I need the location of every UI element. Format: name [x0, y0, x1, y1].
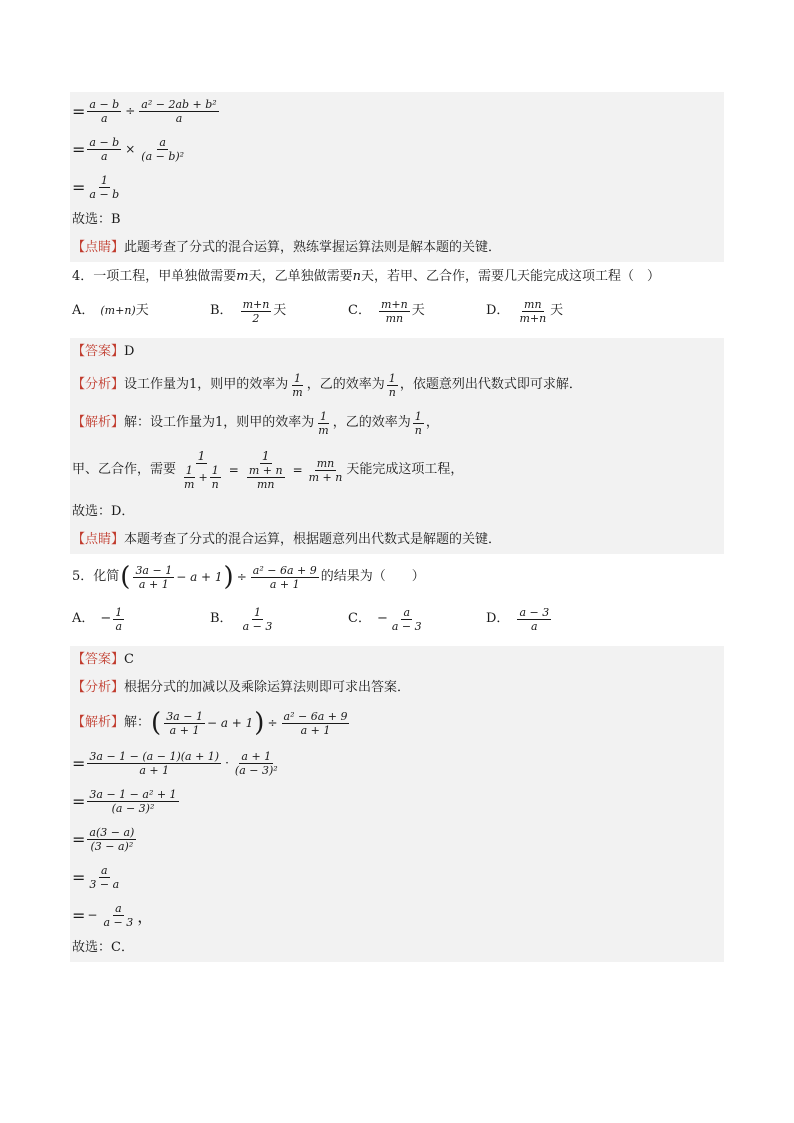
text: D	[124, 344, 135, 359]
text: −	[100, 611, 112, 626]
q5-step-5	[70, 896, 724, 934]
text: 1	[261, 449, 270, 463]
fraction	[87, 864, 121, 891]
text: a	[159, 135, 166, 149]
q5-option-a[interactable]	[72, 606, 210, 633]
text: 解：设工作量为1，则甲的效率为	[124, 415, 315, 430]
text: a + 1	[139, 763, 170, 777]
text: (a − 3)²	[111, 801, 155, 815]
text: 天	[411, 303, 425, 318]
q5-step-4	[70, 858, 724, 896]
q4-option-d[interactable]	[486, 298, 624, 325]
text: C．	[348, 611, 371, 626]
q4-analysis	[70, 366, 724, 404]
text: m	[292, 385, 303, 399]
fraction	[87, 788, 178, 815]
fraction	[139, 98, 218, 125]
q5-option-b[interactable]	[210, 606, 348, 633]
text: A．	[72, 611, 95, 626]
fraction	[413, 410, 424, 437]
text: =	[72, 905, 86, 925]
q3-step-3	[70, 168, 724, 206]
text: (3 − a)²	[90, 839, 134, 853]
q5-stem	[70, 554, 724, 600]
text: a + 1	[138, 577, 169, 591]
q5-solution-1	[70, 702, 724, 744]
text: 【点睛】	[72, 240, 125, 255]
q5-solution-block	[70, 646, 724, 962]
text: a + 1	[300, 723, 331, 737]
text: 3 − a	[89, 877, 120, 891]
text: 1	[253, 605, 261, 619]
q4-option-b[interactable]	[210, 298, 348, 325]
text: 【解析】	[72, 715, 125, 730]
parenthesis: (	[120, 562, 131, 592]
fraction	[387, 372, 398, 399]
text: a	[101, 863, 108, 877]
text: 天	[135, 303, 149, 318]
parenthesis: )	[254, 708, 265, 738]
q4-option-a[interactable]	[72, 302, 210, 320]
text: 1	[115, 605, 123, 619]
parenthesis: (	[151, 708, 162, 738]
text: (a − b)²	[141, 149, 185, 163]
q5-analysis	[70, 674, 724, 702]
text: 1	[211, 464, 219, 477]
q5-step-3	[70, 820, 724, 858]
text: 3a − 1 − a² + 1	[89, 787, 177, 801]
fraction	[316, 410, 330, 437]
text: a − b	[89, 187, 120, 201]
text: 4．一项工程，甲单独做需要	[72, 269, 237, 284]
text: a² − 2ab + b²	[141, 97, 217, 111]
q5-answer	[70, 646, 724, 674]
fraction	[87, 826, 136, 853]
text: mn	[385, 311, 404, 325]
text: 此题考查了分式的混合运算，熟练掌握运算法则是解本题的关键．	[124, 240, 502, 255]
document-page	[70, 92, 724, 962]
q4-option-c[interactable]	[348, 298, 486, 325]
text: 【解析】	[72, 415, 125, 430]
text: 1	[388, 371, 396, 385]
equals-sign: =	[72, 101, 86, 121]
text: 故选：B	[72, 212, 121, 227]
complex-fraction	[243, 449, 289, 491]
text: mn	[524, 297, 542, 311]
fraction	[164, 710, 205, 737]
fraction	[87, 98, 121, 125]
text: D．	[486, 303, 510, 318]
text: a − 3	[519, 605, 550, 619]
fraction	[517, 606, 551, 633]
text: m+n	[519, 311, 547, 325]
q5-options	[70, 600, 724, 638]
text: 故选：C．	[72, 940, 134, 955]
text: m	[184, 478, 195, 491]
q4-solution-block	[70, 338, 724, 554]
fraction	[517, 298, 548, 325]
text: a² − 6a + 9	[283, 709, 348, 723]
text: ÷	[267, 716, 278, 730]
fraction	[182, 464, 196, 491]
text: 的结果为（ ）	[320, 569, 425, 584]
text: m + n	[308, 470, 343, 484]
q3-choice	[70, 206, 724, 234]
text: 1	[185, 464, 193, 477]
text: a − b	[89, 135, 120, 149]
text: 2	[252, 311, 260, 325]
q4-solution-1	[70, 404, 724, 442]
divide-sign: ÷	[125, 104, 136, 118]
text: 3a − 1	[135, 563, 173, 577]
q5-choice	[70, 934, 724, 962]
text: 【分析】	[72, 377, 125, 392]
fraction	[247, 464, 285, 491]
text: − a + 1	[206, 716, 254, 730]
parenthesis: )	[223, 562, 234, 592]
text: a	[531, 619, 538, 633]
fraction	[113, 606, 124, 633]
text: m	[318, 423, 329, 437]
fraction	[390, 606, 424, 633]
text: a	[101, 149, 108, 163]
text: =	[72, 791, 86, 811]
q4-dianjing	[70, 526, 724, 554]
text: 【分析】	[72, 680, 125, 695]
text: B．	[210, 611, 233, 626]
text: (m+n)	[100, 304, 136, 317]
text: 天能完成这项工程，	[346, 462, 464, 477]
fraction	[290, 372, 304, 399]
text: 1	[294, 371, 302, 385]
times-sign: ×	[125, 142, 136, 156]
text: n	[352, 269, 361, 284]
fraction	[210, 464, 221, 491]
text: 1	[197, 449, 206, 463]
text: ，乙的效率为	[332, 415, 411, 430]
q3-dianjing	[70, 234, 724, 262]
text: 3a − 1 − (a − 1)(a + 1)	[89, 749, 220, 763]
text: 设工作量为1，则甲的效率为	[124, 377, 289, 392]
q3-solution-block	[70, 92, 724, 262]
text: 1	[414, 409, 422, 423]
text: 5．化简	[72, 569, 120, 584]
text: 本题考查了分式的混合运算，根据题意列出代数式是解题的关键．	[124, 532, 502, 547]
text: −	[376, 611, 388, 626]
text: m	[236, 269, 249, 284]
text: a − 3	[391, 619, 422, 633]
fraction	[251, 564, 319, 591]
text: =	[72, 867, 86, 887]
text: 天，若甲、乙合作，需要几天能完成这项工程（ ）	[361, 269, 661, 284]
q4-solution-2	[70, 442, 724, 498]
q4-choice	[70, 498, 724, 526]
text: =	[72, 753, 86, 773]
text: 甲、乙合作，需要	[72, 462, 177, 477]
text: a(3 − a)	[89, 825, 135, 839]
text: A．	[72, 303, 95, 318]
fraction	[87, 136, 121, 163]
q5-option-d[interactable]	[486, 606, 624, 633]
text: ，	[137, 906, 154, 926]
text: a	[115, 901, 122, 915]
text: a + 1	[169, 723, 200, 737]
text: a	[101, 111, 108, 125]
text: =	[72, 829, 86, 849]
fraction	[87, 750, 221, 777]
text: (a − 3)²	[234, 763, 278, 777]
fraction	[241, 298, 272, 325]
text: mn	[316, 456, 335, 470]
fraction	[87, 174, 121, 201]
fraction	[307, 457, 345, 484]
q5-step-1	[70, 744, 724, 782]
equals-sign: =	[72, 139, 86, 159]
text: =	[228, 463, 239, 477]
text: 天，乙单独做需要	[248, 269, 353, 284]
text: a + 1	[269, 577, 300, 591]
q5-option-c[interactable]	[348, 606, 486, 633]
text: −	[87, 908, 98, 922]
spacer	[70, 638, 724, 646]
text: m + n	[248, 464, 283, 477]
fraction	[233, 750, 280, 777]
text: ÷	[236, 570, 247, 584]
text: 天	[550, 303, 564, 318]
q5-step-2	[70, 782, 724, 820]
text: mn	[256, 478, 275, 491]
text: − a + 1	[176, 570, 223, 584]
q3-step-2	[70, 130, 724, 168]
fraction	[101, 902, 135, 929]
text: 【答案】	[72, 344, 125, 359]
text: ，	[425, 415, 439, 430]
q3-step-1	[70, 92, 724, 130]
text: a	[175, 111, 183, 125]
text: n	[388, 385, 396, 399]
text: 3a − 1	[166, 709, 203, 723]
text: C	[124, 652, 134, 667]
text: 【答案】	[72, 652, 125, 667]
q4-answer	[70, 338, 724, 366]
text: 1	[100, 173, 108, 187]
spacer	[70, 330, 724, 338]
text: a + 1	[241, 749, 272, 763]
text: B．	[210, 303, 233, 318]
q4-stem	[70, 262, 724, 292]
text: C．	[348, 303, 371, 318]
text: a − 3	[242, 619, 273, 633]
text: 解：	[124, 715, 151, 730]
fraction	[379, 298, 410, 325]
text: 故选：D．	[72, 504, 135, 519]
q4-options	[70, 292, 724, 330]
text: a − b	[89, 97, 120, 111]
text: m+n	[242, 297, 270, 311]
text: ·	[225, 756, 229, 770]
text: 1	[320, 409, 328, 423]
fraction	[139, 136, 186, 163]
text: a² − 6a + 9	[252, 563, 317, 577]
text: n	[211, 478, 219, 491]
text: =	[292, 463, 303, 477]
text: n	[414, 423, 422, 437]
fraction	[282, 710, 350, 737]
text: 天	[273, 303, 287, 318]
text: 【点睛】	[72, 532, 125, 547]
fraction	[241, 606, 275, 633]
text: D．	[486, 611, 510, 626]
text: a − 3	[103, 915, 134, 929]
text: ，乙的效率为	[306, 377, 385, 392]
text: ，依题意列出代数式即可求解．	[399, 377, 582, 392]
text: a	[115, 619, 123, 633]
complex-fraction: 1 $\frac{1}{m}$ + $\frac{1}{n}$	[184, 449, 219, 491]
text: a	[403, 605, 411, 619]
text: 根据分式的加减以及乘除运算法则即可求出答案．	[124, 680, 411, 695]
equals-sign: =	[72, 177, 86, 197]
text: m+n	[380, 297, 408, 311]
fraction	[133, 564, 174, 591]
